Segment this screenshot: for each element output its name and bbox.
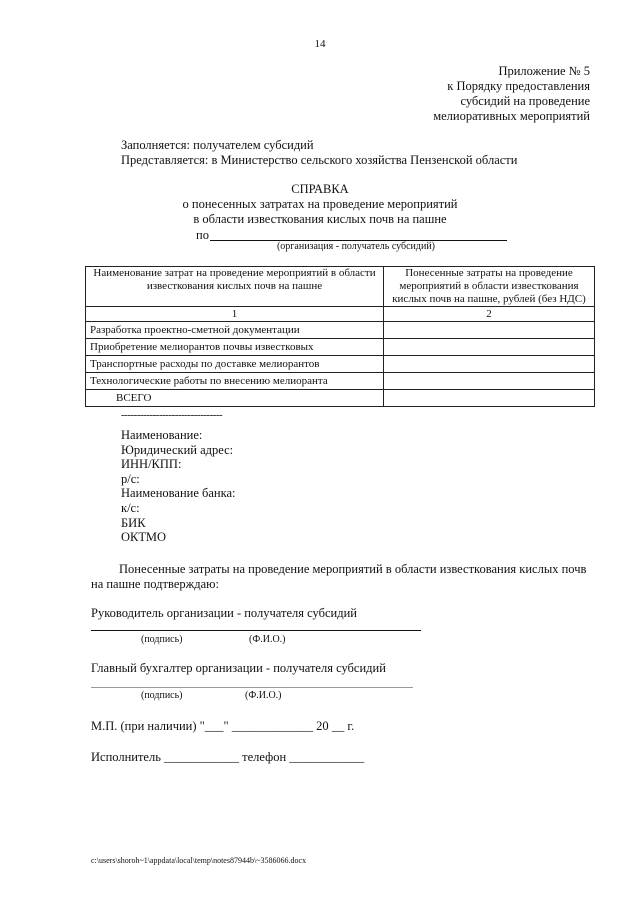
confirmation-text: Понесенные затраты на проведение мероприятий в области известкования кислых почв на пашне подтверждаю: bbox=[91, 562, 587, 591]
requisite-address: Юридический адрес: bbox=[121, 442, 234, 457]
doc-title: СПРАВКА bbox=[291, 182, 349, 196]
fill-info bbox=[121, 138, 517, 168]
row-value-cell[interactable] bbox=[384, 339, 595, 356]
requisite-ks: к/с: bbox=[121, 500, 140, 515]
col-number-1: 1 bbox=[86, 307, 384, 322]
po-label: по bbox=[196, 228, 209, 242]
executor-phone-line: Исполнитель ____________ телефон ____________ bbox=[91, 750, 365, 764]
table-row bbox=[86, 339, 595, 356]
org-caption: (организация - получатель субсидий) bbox=[276, 241, 436, 252]
row-name: Разработка проектно-сметной документации bbox=[86, 322, 384, 339]
head-fio-caption: (Ф.И.О.) bbox=[249, 634, 286, 645]
head-title: Руководитель организации - получателя субсидий bbox=[91, 606, 357, 620]
accountant-title: Главный бухгалтер организации - получателя субсидий bbox=[91, 661, 386, 675]
row-value-cell[interactable] bbox=[384, 322, 595, 339]
stamp-date-line: М.П. (при наличии) "___" _____________ 20 __ г. bbox=[91, 719, 355, 733]
col-number-2: 2 bbox=[384, 307, 595, 322]
appendix-line-4: мелиоративных мероприятий bbox=[433, 109, 590, 123]
head-signature-caption: (подпись) bbox=[141, 634, 183, 645]
row-value-cell[interactable] bbox=[384, 356, 595, 373]
requisites-block bbox=[121, 428, 236, 545]
row-value-cell[interactable] bbox=[384, 373, 595, 390]
total-label: ВСЕГО bbox=[86, 390, 384, 407]
cost-table bbox=[85, 266, 595, 407]
table-row bbox=[86, 373, 595, 390]
total-value-cell[interactable] bbox=[384, 390, 595, 407]
requisite-bik: БИК bbox=[121, 515, 146, 530]
table-row bbox=[86, 322, 595, 339]
table-total-row bbox=[86, 390, 595, 407]
submitted-to: Представляется: в Министерство сельского хозяйства Пензенской области bbox=[121, 153, 518, 167]
appendix-line-2: к Порядку предоставления bbox=[447, 79, 590, 93]
accountant-signature-line[interactable] bbox=[91, 687, 413, 688]
table-row bbox=[86, 356, 595, 373]
head-signature-line[interactable] bbox=[91, 630, 421, 631]
appendix-line-1: Приложение № 5 bbox=[498, 64, 590, 78]
row-name: Транспортные расходы по доставке мелиорантов bbox=[86, 356, 384, 373]
table-number-row bbox=[86, 307, 595, 322]
requisite-inn-kpp: ИНН/КПП: bbox=[121, 457, 182, 472]
page-number: 14 bbox=[314, 38, 326, 50]
filled-by: Заполняется: получателем субсидий bbox=[121, 138, 314, 152]
doc-subtitle-2: в области известкования кислых почв на пашне bbox=[193, 212, 447, 226]
requisite-name: Наименование: bbox=[121, 428, 203, 442]
header-col-1: Наименование затрат на проведение мероприятий в области известкования кислых почв на пашне bbox=[86, 267, 384, 307]
footer-file-path: c:\users\shoroh~1\appdata\local\temp\notes87944b\~3586066.docx bbox=[91, 856, 307, 865]
doc-subtitle-1: о понесенных затратах на проведение мероприятий bbox=[182, 197, 458, 211]
requisite-oktmo: ОКТМО bbox=[121, 530, 166, 545]
requisite-bank: Наименование банка: bbox=[121, 486, 236, 501]
separator-line: -------------------------------- bbox=[121, 409, 223, 421]
row-name: Технологические работы по внесению мелиоранта bbox=[86, 373, 384, 390]
accountant-fio-caption: (Ф.И.О.) bbox=[245, 690, 282, 701]
accountant-signature-caption: (подпись) bbox=[141, 690, 183, 701]
appendix-header bbox=[360, 64, 590, 124]
row-name: Приобретение мелиорантов почвы известковых bbox=[86, 339, 384, 356]
requisite-rs: р/с: bbox=[121, 471, 140, 486]
appendix-line-3: субсидий на проведение bbox=[460, 94, 590, 108]
table-header-row bbox=[86, 267, 595, 307]
header-col-2: Понесенные затраты на проведение мероприятий в области известкования кислых почв на пашне, рублей (без НДС) bbox=[384, 267, 595, 307]
